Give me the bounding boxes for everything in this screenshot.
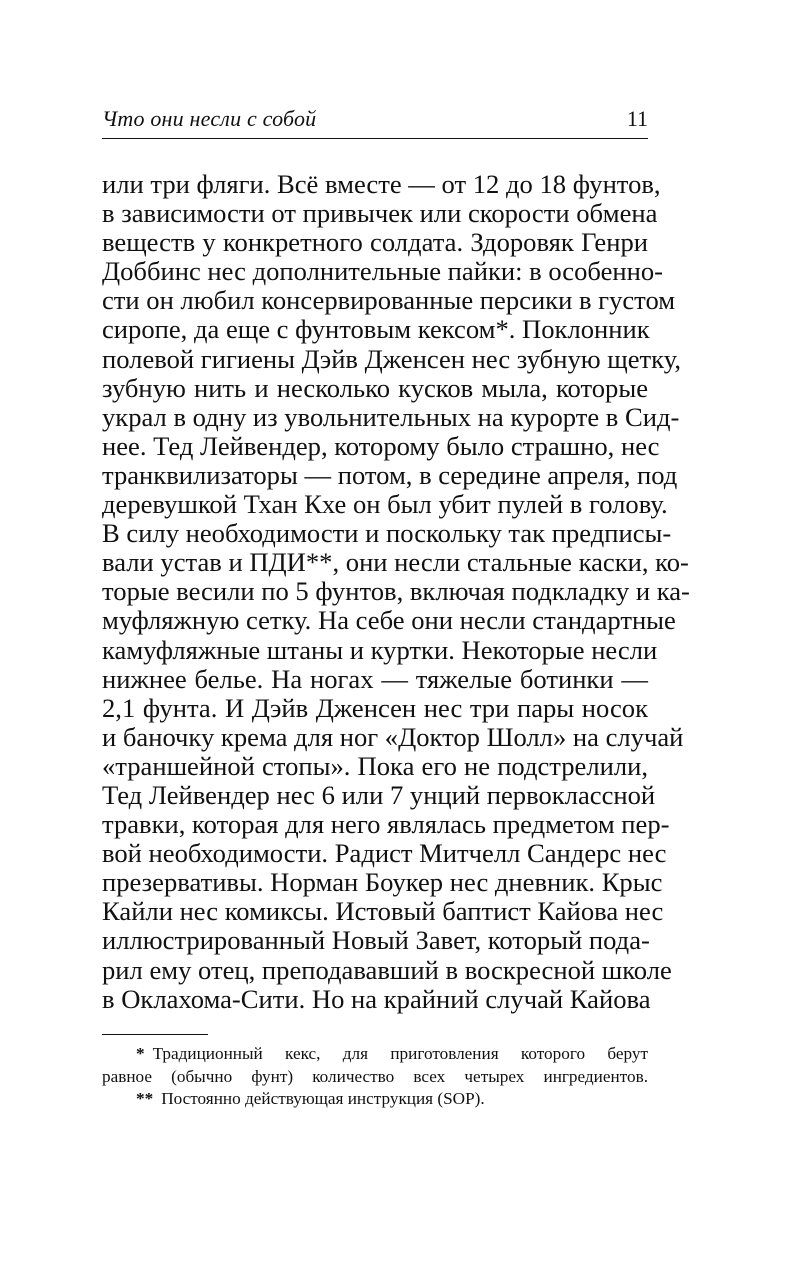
body-line: камуфляжные штаны и куртки. Некоторые несли	[102, 634, 658, 665]
body-line: иллюстрированный Новый Завет, который пода-	[102, 925, 650, 956]
body-line: вой необходимости. Радист Митчелл Сандерс нес	[102, 838, 667, 869]
body-line: деревушкой Тхан Кхе он был убит пулей в голову.	[102, 489, 668, 520]
footnote-1-text: Традиционный кекс, для приготовления которого берут	[152, 1044, 648, 1063]
body-line: полевой гигиены Дэйв Дженсен нес зубную щетку,	[102, 343, 681, 374]
body-line: транквилизаторы — потом, в середине апреля, под	[102, 459, 678, 490]
body-line: зубную нить и несколько кусков мыла, которые	[102, 372, 648, 403]
body-line: в Оклахома-Сити. Но на крайний случай Кайова	[102, 983, 651, 1014]
footnote-2	[102, 1088, 648, 1111]
body-line: украл в одну из увольнительных на курорте в Сид-	[102, 401, 680, 432]
body-line: Кайли нес комиксы. Истовый баптист Кайова нес	[102, 896, 664, 927]
body-line: сиропе, да еще с фунтовым кексом*. Поклонник	[102, 314, 650, 345]
body-line: торые весили по 5 фунтов, включая подкладку и ка-	[102, 576, 690, 607]
body-line: или три фляги. Всё вместе — от 12 до 18 фунтов,	[102, 169, 661, 199]
running-head	[102, 104, 648, 139]
body-line: «траншейной стопы». Пока его не подстрелили,	[102, 750, 648, 781]
footnote-1-line-1	[102, 1043, 648, 1066]
footnote-2-text: Постоянно действующая инструкция (SOP).	[161, 1089, 485, 1108]
footnote-separator	[102, 1034, 208, 1035]
body-line: и баночку крема для ног «Доктор Шолл» на случай	[102, 721, 684, 752]
body-line: сти он любил консервированные персики в густом	[102, 285, 676, 316]
body-line: В силу необходимости и поскольку так предписы-	[102, 518, 672, 549]
footnote-2-marker: **	[136, 1089, 154, 1108]
body-line: нее. Тед Лейвендер, которому было страшно, нес	[102, 430, 660, 461]
footnote-1-marker: *	[136, 1044, 145, 1063]
body-line: Тед Лейвендер нес 6 или 7 унций первоклассной	[102, 779, 656, 810]
body-line: Доббинс нес дополнительные пайки: в особенно-	[102, 256, 664, 287]
body-line: вали устав и ПДИ**, они несли стальные каски, ко-	[102, 547, 689, 578]
body-line: презервативы. Норман Боукер нес дневник. Крыс	[102, 867, 663, 898]
footnotes	[102, 1043, 648, 1111]
body-line: рил ему отец, преподававший в воскресной школе	[102, 954, 672, 985]
body-line: веществ у конкретного солдата. Здоровяк Генри	[102, 227, 648, 258]
body-line: муфляжную сетку. На себе они несли стандартные	[102, 605, 676, 636]
body-line: 2,1 фунта. И Дэйв Дженсен нес три пары носок	[102, 692, 648, 723]
footnote-1-line-2: равное (обычно фунт) количество всех четырех ингредиентов.	[102, 1066, 648, 1086]
body-text	[102, 169, 690, 1014]
page-number: 11	[626, 106, 648, 131]
body-line: травки, которая для него являлась предметом пер-	[102, 809, 670, 840]
body-line: в зависимости от привычек или скорости обмена	[102, 198, 658, 229]
body-line: нижнее белье. На ногах — тяжелые ботинки —	[102, 663, 648, 694]
running-title: Что они несли с собой	[102, 106, 317, 131]
